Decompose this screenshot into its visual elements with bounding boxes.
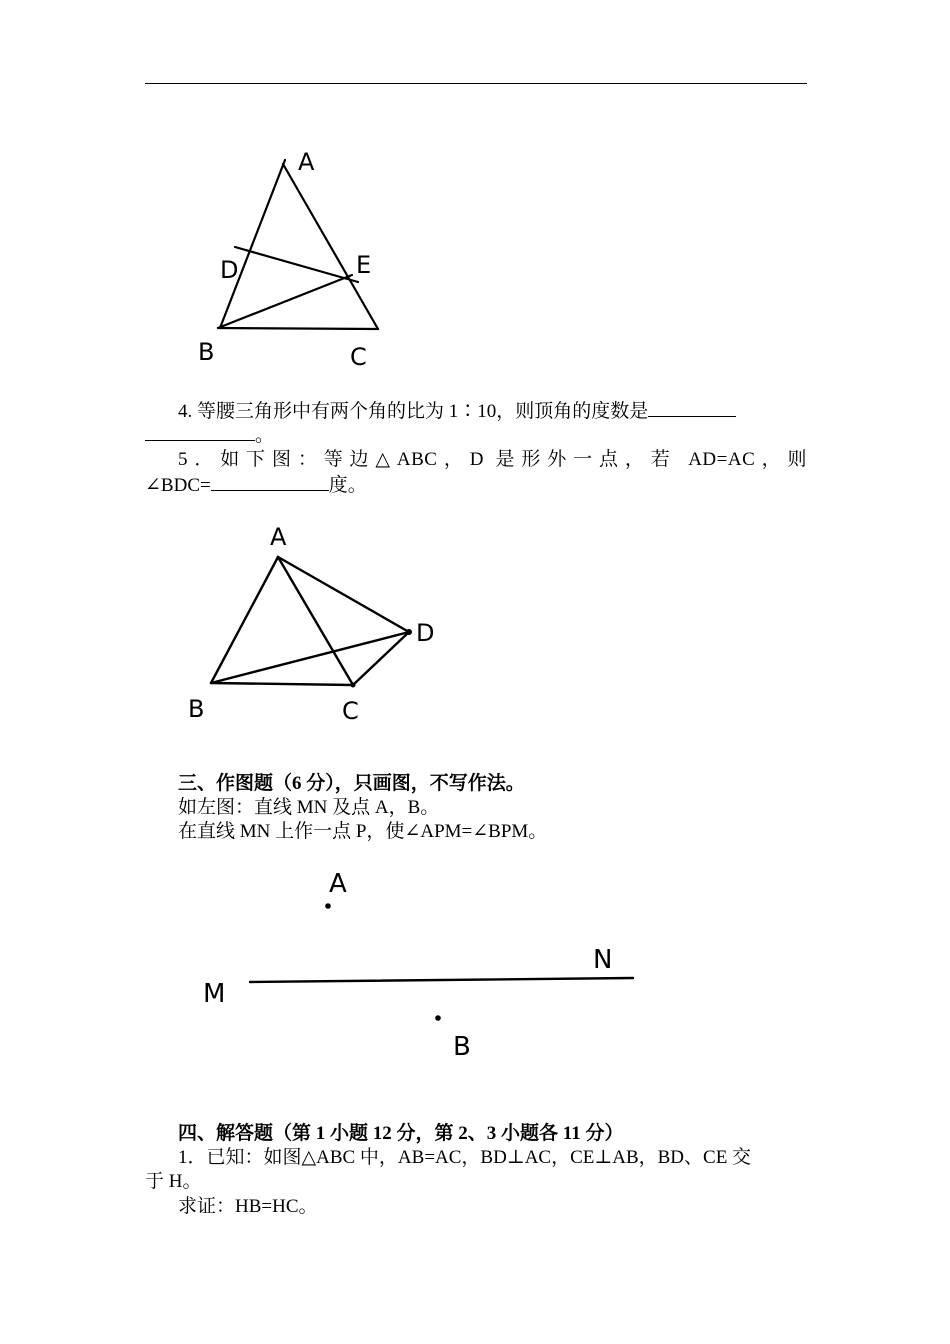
label-c: C	[342, 697, 359, 725]
answer-blank-4b	[145, 422, 255, 441]
label-d: D	[416, 619, 435, 647]
triangle-figure-1	[190, 130, 420, 380]
label-b: B	[188, 695, 205, 723]
question-5: 5．如下图：等边△ABC，D 是形外一点，若 AD=AC，则	[178, 449, 807, 470]
label-b: B	[453, 1032, 471, 1062]
section-4-question-1: 1．已知：如图△ABC 中，AB=AC，BD⊥AC，CE⊥AB，BD、CE 交	[178, 1147, 752, 1168]
line-mn-figure	[195, 855, 655, 1070]
question-4-continued: 。	[145, 422, 807, 448]
point-b-dot	[435, 1015, 441, 1021]
edge-bc	[218, 328, 378, 329]
line-mn	[250, 978, 633, 982]
answer-blank-5	[211, 472, 329, 491]
section-4-prove: 求证：HB=HC。	[178, 1196, 318, 1217]
label-a: A	[298, 148, 315, 176]
answer-blank-4a	[648, 398, 736, 417]
label-a: A	[329, 869, 347, 899]
question-4: 4. 等腰三角形中有两个角的比为 1∶10，则顶角的度数是	[145, 398, 807, 424]
label-c: C	[350, 343, 367, 371]
section-3-line-1: 如左图：直线 MN 及点 A，B。	[178, 797, 440, 818]
segment-de	[235, 247, 358, 282]
label-a: A	[270, 523, 287, 551]
segment-ad	[278, 557, 409, 632]
edge-ab	[211, 557, 278, 683]
triangle-figure-2	[180, 505, 460, 735]
edge-ab	[220, 160, 285, 328]
section-4-question-1-continued: 于 H。	[145, 1171, 202, 1192]
point-a-dot	[325, 903, 331, 909]
header-rule	[145, 83, 807, 84]
point-c-dot	[351, 683, 356, 688]
edge-ac	[283, 164, 378, 329]
label-e: E	[356, 251, 372, 279]
segment-bd	[211, 632, 409, 683]
label-m: M	[203, 979, 226, 1009]
label-n: N	[593, 945, 613, 975]
edge-ac	[278, 557, 353, 685]
point-d-dot	[406, 629, 412, 635]
section-4-title: 四、解答题（第 1 小题 12 分，第 2、3 小题各 11 分）	[178, 1123, 624, 1144]
label-d: D	[220, 256, 239, 284]
label-b: B	[198, 338, 215, 366]
section-3-line-2: 在直线 MN 上作一点 P，使∠APM=∠BPM。	[178, 821, 548, 842]
section-3-title: 三、作图题（6 分），只画图，不写作法。	[178, 773, 525, 794]
edge-bc	[211, 683, 353, 685]
question-5-continued: ∠BDC= 度。	[145, 472, 807, 498]
